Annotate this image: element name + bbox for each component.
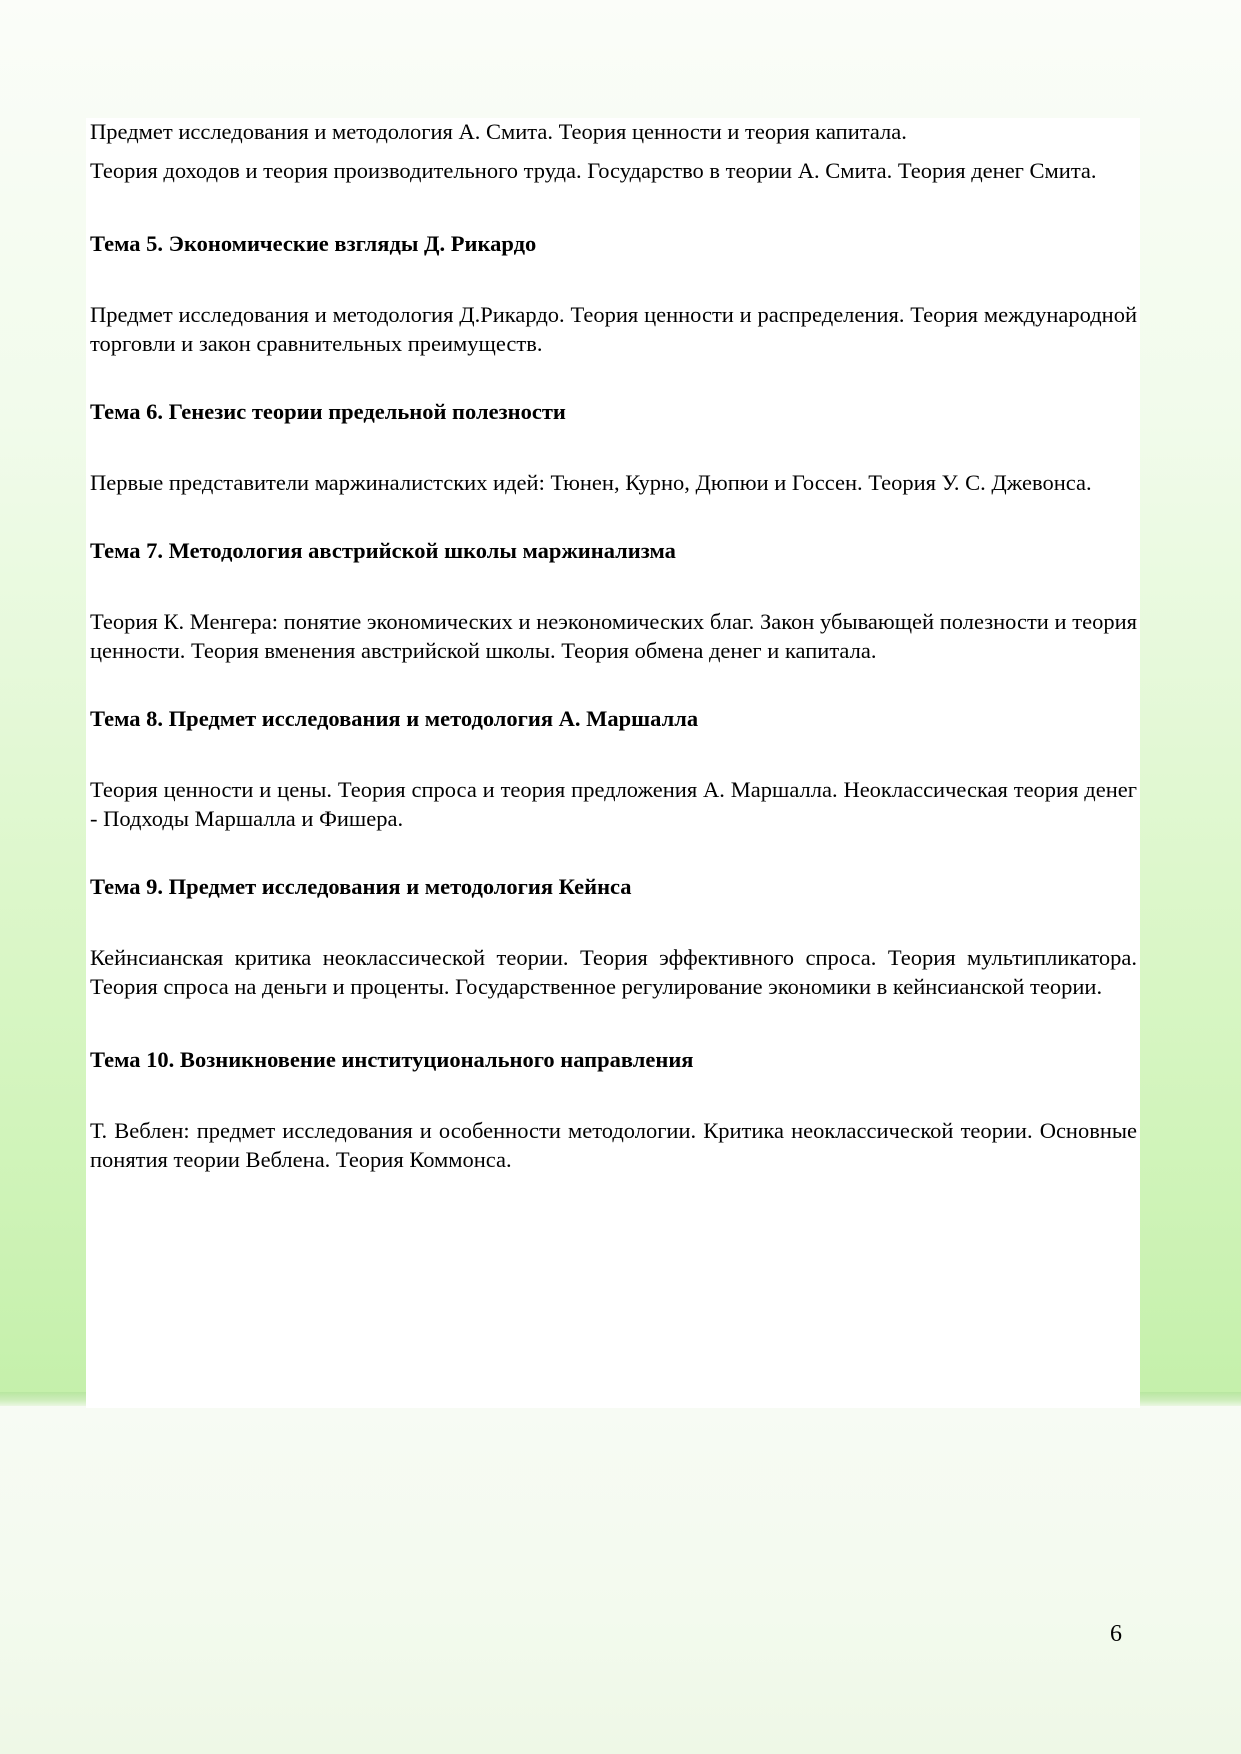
paragraph-marginalism-genesis: Первые представители маржиналистских идей: Тюнен, Курно, Дюпюи и Госсен. Теория У. С. Джевонса. <box>90 470 1092 495</box>
paragraph-smith-income: Теория доходов и теория производительного труда. Государство в теории А. Смита. Теория денег Смита. <box>90 158 1097 183</box>
document-content <box>90 117 1137 1174</box>
heading-topic-9: Тема 9. Предмет исследования и методология Кейнса <box>90 874 632 899</box>
paragraph-veblen: Т. Веблен: предмет исследования и особенности методологии. Критика неоклассической теории. Основные понятия теории Веблена. Теория Коммонса. <box>90 1118 1137 1172</box>
page-background-bottom <box>0 1406 1241 1754</box>
paragraph-keynes: Кейнсианская критика неоклассической теории. Теория эффективного спроса. Теория мультипликатора. Теория спроса на деньги и проценты. Государственное регулирование экономики в кейнсианской теории. <box>90 945 1137 999</box>
heading-topic-6: Тема 6. Генезис теории предельной полезности <box>90 399 566 424</box>
paragraph-menger: Теория К. Менгера: понятие экономических и неэкономических благ. Закон убывающей полезности и теория ценности. Теория вменения австрийской школы. Теория обмена денег и капитала. <box>90 609 1137 663</box>
paragraph-ricardo: Предмет исследования и методология Д.Рикардо. Теория ценности и распределения. Теория международной торговли и закон сравнительных преимуществ. <box>90 302 1137 356</box>
heading-topic-10: Тема 10. Возникновение институционального направления <box>90 1047 694 1072</box>
heading-topic-8: Тема 8. Предмет исследования и методология А. Маршалла <box>90 706 699 731</box>
paragraph-marshall: Теория ценности и цены. Теория спроса и теория предложения А. Маршалла. Неоклассическая теория денег - Подходы Маршалла и Фишера. <box>90 777 1137 831</box>
heading-topic-5: Тема 5. Экономические взгляды Д. Рикардо <box>90 231 537 256</box>
page-number: 6 <box>1110 1621 1122 1647</box>
paragraph-smith-subject: Предмет исследования и методология А. Смита. Теория ценности и теория капитала. <box>90 119 907 144</box>
heading-topic-7: Тема 7. Методология австрийской школы маржинализма <box>90 538 676 563</box>
